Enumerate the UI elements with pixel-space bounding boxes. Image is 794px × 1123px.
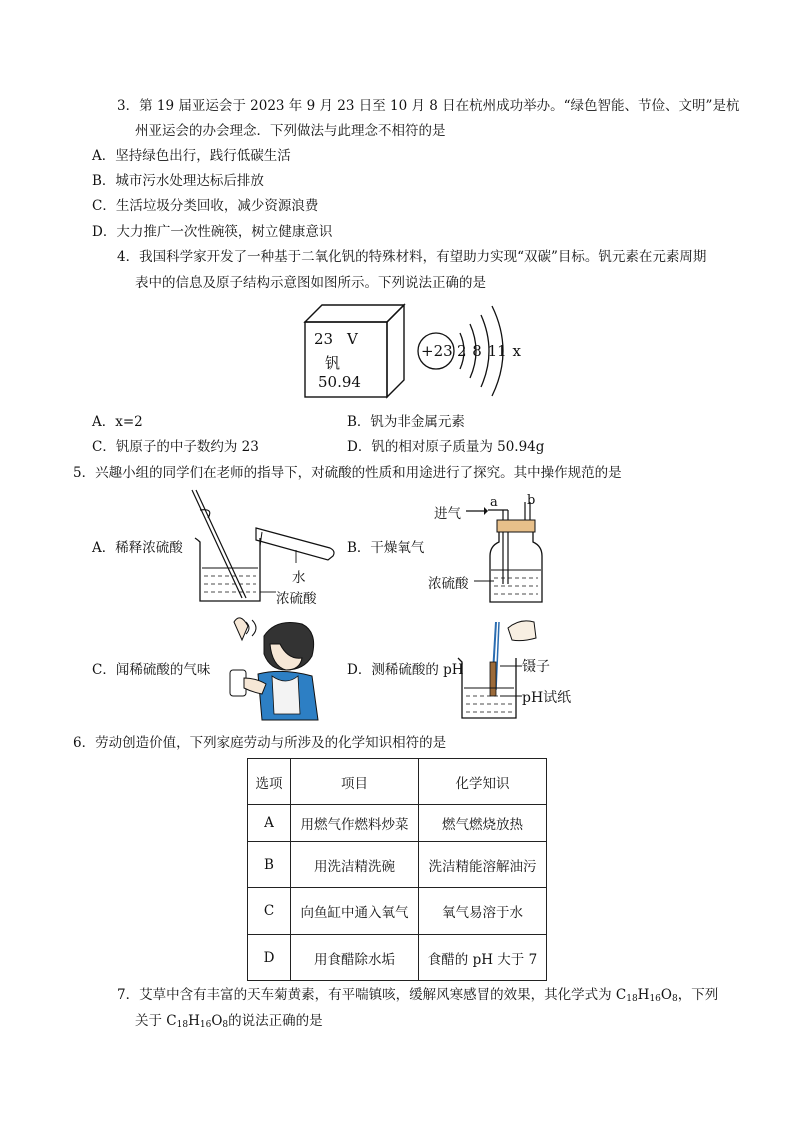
header-item: 项目 [291,759,419,805]
row-c-option: C [248,888,291,935]
q3-stem-line2: 州亚运会的办会理念．下列做法与此理念不相符的是 [135,123,446,139]
conc-acid-label-a: 浓硫酸 [276,591,317,607]
q7-stem-line1: 7．艾草中含有丰富的天车菊黄素，有平喘镇咳，缓解风寒感冒的效果，其化学式为 $C_{18}H_{16}O_8$，下列 [117,987,719,1004]
electron-shells: 2 8 11 x [457,342,521,360]
q3-stem-line1: 3．第 19 届亚运会于 2023 年 9 月 23 日至 10 月 8 日在杭州成功举办。“绿色智能、节俭、文明”是杭 [117,98,740,114]
row-c-item: 向鱼缸中通入氧气 [291,888,419,935]
nucleus-charge: +23 [421,342,453,360]
header-option: 选项 [248,759,291,805]
q5-option-b: B．干燥氧气 [347,540,425,556]
ph-paper-label: pH试纸 [522,690,572,706]
q5-option-a: A．稀释浓硫酸 [92,540,183,556]
ph-leader-lines [500,664,522,698]
q3-option-a: A．坚持绿色出行，践行低碳生活 [92,148,291,164]
row-c-knowledge: 氧气易溶于水 [419,888,547,935]
q7-stem-line2: 关于 $C_{18}H_{16}O_8$的说法正确的是 [135,1013,323,1030]
q4-option-b: B．钒为非金属元素 [347,414,465,430]
header-knowledge: 化学知识 [419,759,547,805]
q6-stem: 6．劳动创造价值，下列家庭劳动与所涉及的化学知识相符的是 [73,735,447,751]
q4-stem-line1: 4．我国科学家开发了一种基于二氧化钒的特殊材料，有望助力实现“双碳”目标。钒元素在元素周期 [117,249,707,265]
row-a-item: 用燃气作燃料炒菜 [291,805,419,842]
gas-in-label: 进气 [434,506,461,522]
q5-option-d: D．测稀硫酸的 pH [347,662,464,678]
q5-stem: 5．兴趣小组的同学们在老师的指导下，对硫酸的性质和用途进行了探究。其中操作规范的是 [73,465,622,481]
table-row [248,805,547,842]
row-b-knowledge: 洗洁精能溶解油污 [419,842,547,888]
q3-option-c: C．生活垃圾分类回收，减少资源浪费 [92,198,319,214]
port-a-label: a [490,495,498,510]
student-smelling-figure [216,614,324,722]
q4-option-a: A．x=2 [92,414,143,430]
table-header-row [248,759,547,805]
q3-option-d: D．大力推广一次性碗筷，树立健康意识 [92,224,333,240]
table-row [248,935,547,981]
atomic-mass: 50.94 [318,373,361,391]
row-b-option: B [248,842,291,888]
row-b-item: 用洗洁精洗碗 [291,842,419,888]
row-a-option: A [248,805,291,842]
element-name: 钒 [325,354,341,372]
table-row [248,842,547,888]
row-d-item: 用食醋除水垢 [291,935,419,981]
q5-option-c: C．闻稀硫酸的气味 [92,662,211,678]
q4-option-d: D．钒的相对原子质量为 50.94g [347,439,545,455]
gas-inlet-arrow [466,507,488,515]
row-a-knowledge: 燃气燃烧放热 [419,805,547,842]
q4-stem-line2: 表中的信息及原子结构示意图如图所示。下列说法正确的是 [135,275,486,291]
element-symbol: V [347,330,358,348]
row-d-knowledge: 食醋的 pH 大于 7 [419,935,547,981]
atomic-number: 23 [314,330,334,348]
port-b-label: b [527,493,536,508]
row-d-option: D [248,935,291,981]
q3-option-b: B．城市污水处理达标后排放 [92,173,264,189]
conc-acid-leader-b [474,580,494,582]
table-row [248,888,547,935]
q4-option-c: C．钒原子的中子数约为 23 [92,439,259,455]
q6-table [247,758,547,981]
conc-acid-label-b: 浓硫酸 [428,576,469,592]
tweezers-label: 镊子 [522,659,550,675]
dilution-beaker-figure [190,488,340,606]
water-label: 水 [292,570,306,586]
